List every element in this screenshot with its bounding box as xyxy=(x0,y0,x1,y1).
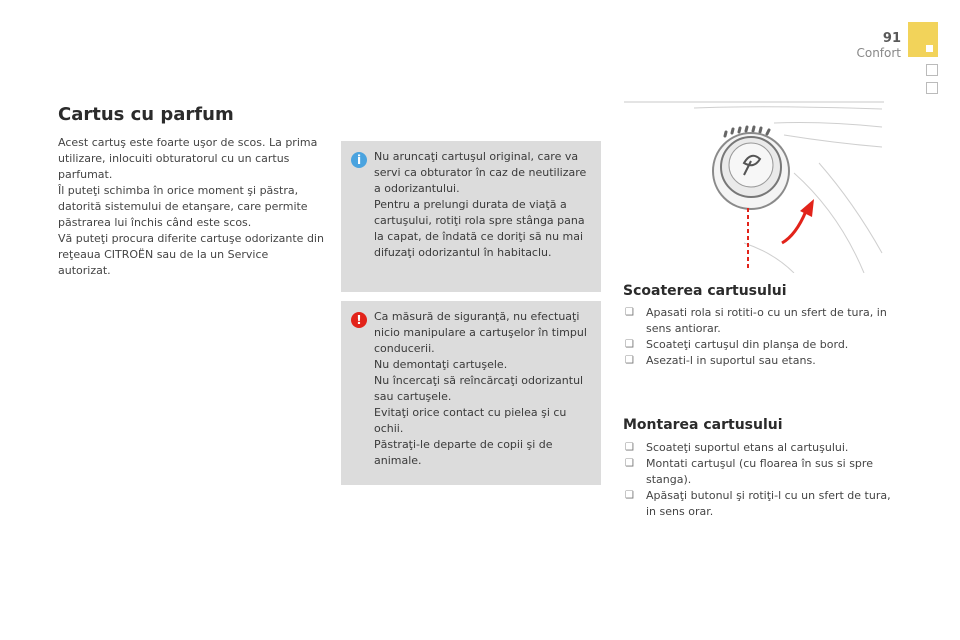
list-item xyxy=(623,353,893,369)
list-item xyxy=(623,456,893,488)
step-text: Scoateţi cartuşul din planşa de bord. xyxy=(646,338,849,351)
step-text: Apasati rola si rotiti-o cu un sfert de tura, in sens antiorar. xyxy=(646,306,887,335)
list-item xyxy=(623,305,893,337)
info-note-paragraph: Pentru a prelungi durata de viaţă a cartuşului, rotiţi rola spre stânga pana la capat, de îndată ce doriţi să nu mai difuzaţi odorizantul în habitaclu. xyxy=(374,198,585,259)
removal-title: Scoaterea cartusului xyxy=(623,283,787,299)
warning-note-paragraph: Nu demontaţi cartuşele. xyxy=(374,358,508,371)
info-note-paragraph: Nu aruncaţi cartuşul original, care va servi ca obturator în caz de neutilizare a odorizantului. xyxy=(374,150,587,195)
rotate-arrow-head xyxy=(800,199,814,217)
install-title: Montarea cartusului xyxy=(623,417,783,433)
list-item xyxy=(623,440,893,456)
warning-icon: ! xyxy=(351,312,367,328)
chapter-tab-marker xyxy=(926,45,933,52)
warning-note-paragraph: Păstraţi-le departe de copii şi de animale. xyxy=(374,438,553,467)
step-text: Montati cartuşul (cu floarea în sus si spre stanga). xyxy=(646,457,873,486)
page-number: 91 xyxy=(882,31,901,46)
check-icon: ❑ xyxy=(625,442,634,453)
list-item xyxy=(623,337,893,353)
perfume-cartridge-illustration xyxy=(624,103,884,273)
chapter-tab-box xyxy=(926,64,938,76)
check-icon: ❑ xyxy=(625,355,634,366)
rotate-arrow xyxy=(782,211,806,243)
intro-paragraph: Îl puteţi schimba în orice moment şi păstra, datorită sistemului de etanşare, care permite păstrarea lui închis când este scos. xyxy=(58,184,308,229)
chapter-tab xyxy=(908,22,938,57)
step-text: Asezati-l in suportul sau etans. xyxy=(646,354,816,367)
step-text: Apăsaţi butonul şi rotiţi-l cu un sfert de tura, in sens orar. xyxy=(646,489,891,518)
warning-note-paragraph: Evitaţi orice contact cu pielea şi cu ochii. xyxy=(374,406,567,435)
removal-steps xyxy=(623,305,893,369)
page-title: Cartus cu parfum xyxy=(58,104,234,125)
section-label: Confort xyxy=(856,46,901,60)
check-icon: ❑ xyxy=(625,307,634,318)
info-note xyxy=(341,141,601,292)
chapter-tab-box xyxy=(926,82,938,94)
info-icon: i xyxy=(351,152,367,168)
check-icon: ❑ xyxy=(625,339,634,350)
check-icon: ❑ xyxy=(625,458,634,469)
intro-text xyxy=(58,135,324,279)
warning-note-paragraph: Ca măsură de siguranţă, nu efectuaţi nicio manipulare a cartuşelor în timpul conducerii. xyxy=(374,310,587,355)
intro-paragraph: Vă puteţi procura diferite cartuşe odorizante din reţeaua CITROËN sau de la un Service autorizat. xyxy=(58,232,324,277)
list-item xyxy=(623,488,893,520)
step-text: Scoateţi suportul etans al cartuşului. xyxy=(646,441,849,454)
warning-note-paragraph: Nu încercaţi să reîncărcaţi odorizantul sau cartuşele. xyxy=(374,374,584,403)
intro-paragraph: Acest cartuş este foarte uşor de scos. La prima utilizare, inlocuiti obturatorul cu un cartus parfumat. xyxy=(58,136,318,181)
install-steps xyxy=(623,440,893,520)
check-icon: ❑ xyxy=(625,490,634,501)
warning-note xyxy=(341,301,601,485)
